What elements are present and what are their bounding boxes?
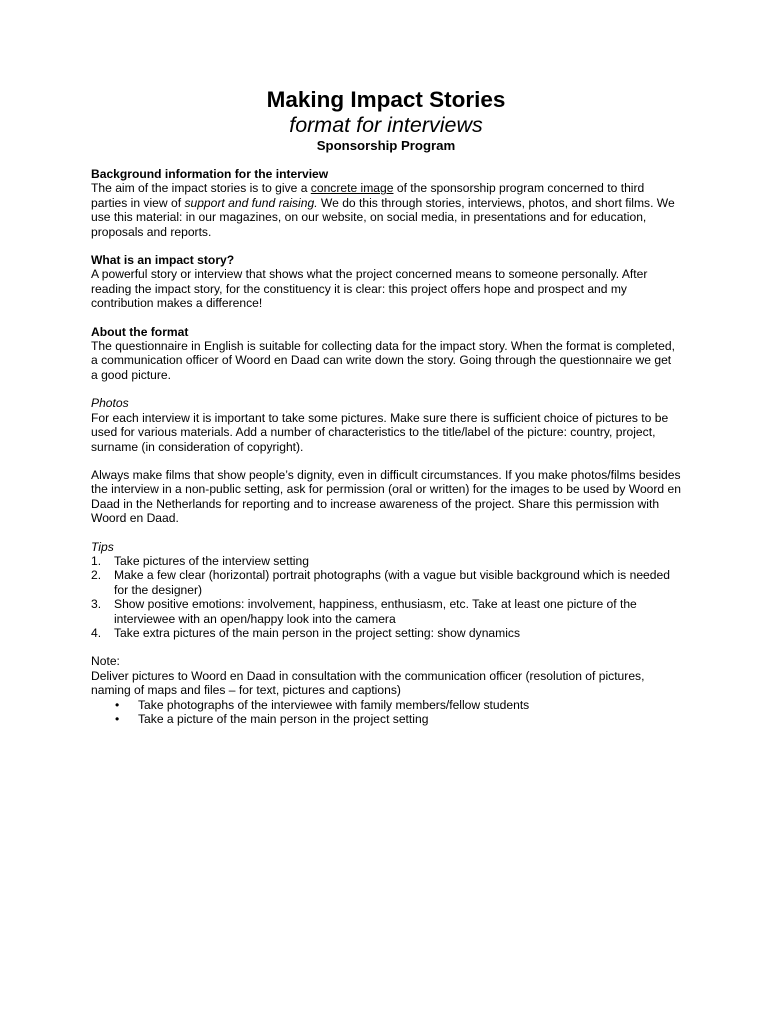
list-item-text: Make a few clear (horizontal) portrait photographs (with a vague but visible background which is needed for the designer) xyxy=(114,568,670,597)
note-paragraph: Deliver pictures to Woord en Daad in consultation with the communication officer (resolution of pictures, naming of maps and files – for text, pictures and captions) xyxy=(91,668,645,698)
list-item-number: 2. xyxy=(91,568,102,583)
note-section xyxy=(91,654,681,726)
list-item-text: Take extra pictures of the main person in the project setting: show dynamics xyxy=(114,625,521,640)
list-item-text: Take pictures of the interview setting xyxy=(114,553,309,568)
photos-paragraph-2: Always make films that show people’s dignity, even in difficult circumstances. If you make photos/films besides the interview in a non-public setting, ask for permission (oral or written) for the images to be used by Woord en Daad in the Netherlands for reporting and to increase awareness of the project. Share this permission with Woord en Daad. xyxy=(91,467,681,526)
impact-story-paragraph: A powerful story or interview that shows what the project concerned means to someone personally. After reading the impact story, for the constituency it is clear: this project offers hope and prospect and my contribution makes a difference! xyxy=(91,267,648,311)
photos-heading: Photos xyxy=(91,396,129,411)
photos-paragraph-1: For each interview it is important to take some pictures. Make sure there is sufficient choice of pictures to be used for various materials. Add a number of characteristics to the title/label of the picture: country, project, surname (in consideration of copyright). xyxy=(91,410,669,454)
note-heading: Note: xyxy=(91,654,120,669)
background-text-a: The aim of the impact stories is to give a xyxy=(91,181,311,196)
format-heading: About the format xyxy=(91,324,189,339)
list-item xyxy=(91,597,681,626)
list-item-number: 3. xyxy=(91,597,102,612)
list-item-number: 4. xyxy=(91,625,102,640)
page-subtitle: format for interviews xyxy=(289,113,483,137)
list-item xyxy=(91,626,681,640)
format-paragraph: The questionnaire in English is suitable for collecting data for the impact story. When the format is completed, a communication officer of Woord en Daad can write down the story. Going through the questionnaire we get a good picture. xyxy=(91,339,675,382)
list-item xyxy=(91,698,681,712)
background-paragraph xyxy=(91,181,681,239)
background-text-b: of the sponsorship program concerned to third parties in view of xyxy=(91,181,645,210)
impact-story-section xyxy=(91,253,681,311)
list-item-text: Show positive emotions: involvement, happiness, enthusiasm, etc. Take at least one picture of the interviewee with an open/happy look into the camera xyxy=(114,597,637,626)
support-fundraising-text: support and fund raising. xyxy=(184,195,318,210)
note-bullet-list xyxy=(91,698,681,727)
list-item-text: Take photographs of the interviewee with family members/fellow students xyxy=(138,697,530,712)
impact-story-heading: What is an impact story? xyxy=(91,253,235,268)
concrete-image-text: concrete image xyxy=(310,181,394,196)
background-heading: Background information for the interview xyxy=(91,167,329,181)
document-page xyxy=(91,86,681,726)
background-section xyxy=(91,167,681,239)
program-name: Sponsorship Program xyxy=(316,138,456,153)
tips-heading: Tips xyxy=(91,539,114,554)
list-item xyxy=(91,554,681,568)
list-item xyxy=(91,712,681,726)
photos-section xyxy=(91,396,681,525)
bullet-icon: • xyxy=(115,712,120,726)
list-item xyxy=(91,568,681,597)
tips-section xyxy=(91,540,681,641)
background-text-c: We do this through stories, interviews, photos, and short films. We use this material: in our magazines, on our website, on social media, in presentations and for education, proposals and reports. xyxy=(91,195,675,239)
bullet-icon: • xyxy=(115,697,120,712)
format-section xyxy=(91,325,681,383)
tips-list xyxy=(91,554,681,640)
list-item-number: 1. xyxy=(91,553,102,568)
page-title: Making Impact Stories xyxy=(266,87,506,112)
list-item-text: Take a picture of the main person in the project setting xyxy=(138,712,429,726)
